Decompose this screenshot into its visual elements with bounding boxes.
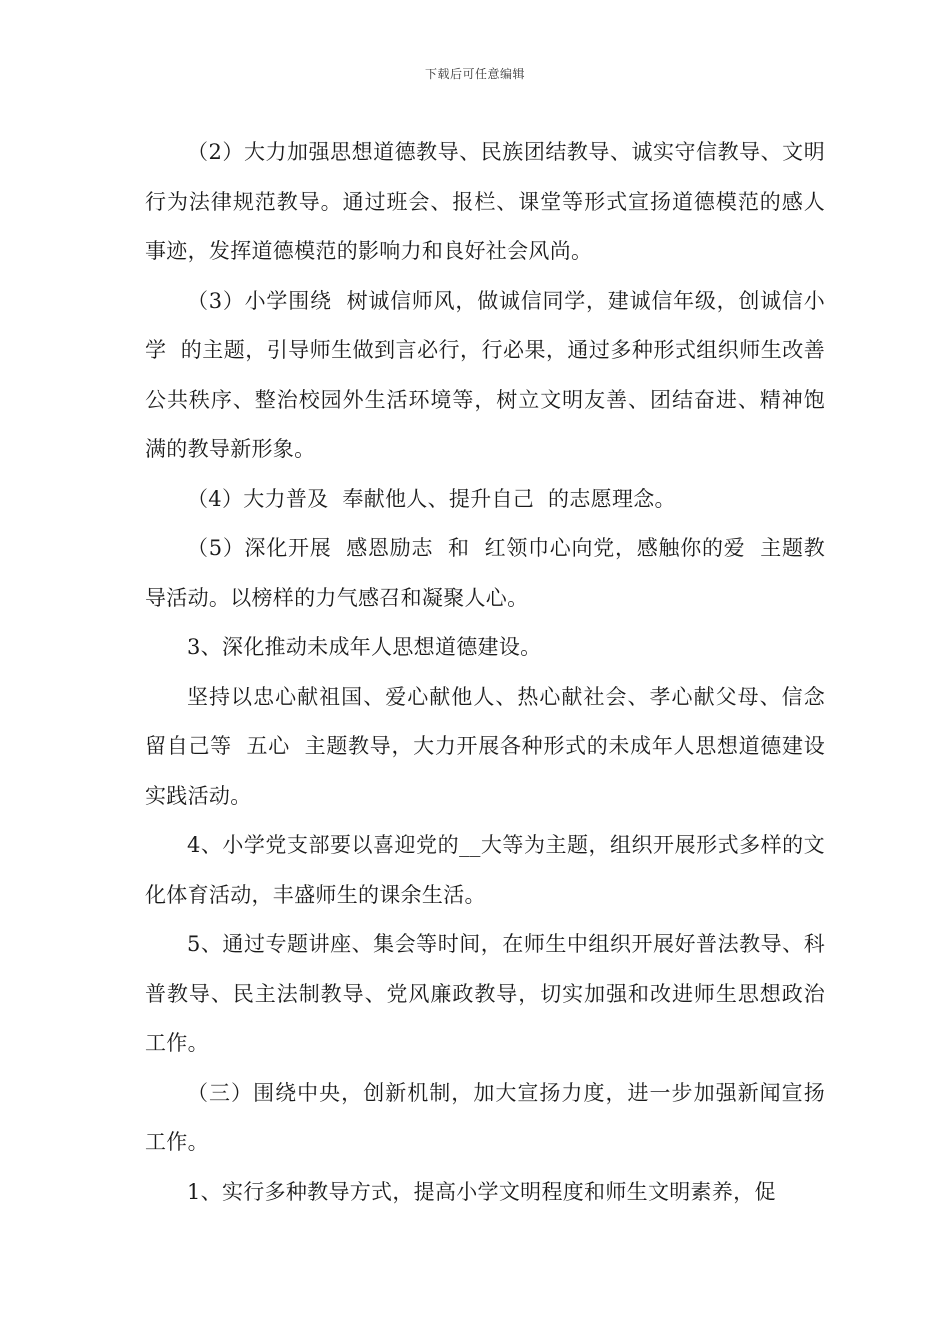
paragraph-volunteer-concept: （4）大力普及 奉献他人、提升自己 的志愿理念。 [187,486,676,511]
paragraph-gratitude-activity: （5）深化开展 感恩励志 和 红领巾心向党，感触你的爱 主题教导活动。以榜样的力气感召和凝聚人心。 [145,536,825,610]
paragraph-party-branch: 4、小学党支部要以喜迎党的__大等为主题，组织开展形式多样的文化体育活动，丰盛师生的课余生活。 [145,833,825,907]
paragraph-education-methods: 1、实行多种教导方式，提高小学文明程度和师生文明素养，促 [187,1179,776,1204]
page-header: 下载后可任意编辑 [424,67,525,81]
paragraph-integrity-theme: （3）小学围绕 树诚信师风，做诚信同学，建诚信年级，创诚信小学 的主题，引导师生做到言必行，行必果，通过多种形式组织师生改善公共秩序、整治校园外生活环境等，树立文明友善、团结奋进、精神饱满的教导新形象。 [145,288,825,461]
document-body [145,128,825,1217]
paragraph-minors-moral-heading: 3、深化推动未成年人思想道德建设。 [187,635,542,659]
paragraph-moral-education: （2）大力加强思想道德教导、民族团结教导、诚实守信教导、文明行为法律规范教导。通过班会、报栏、课堂等形式宣扬道德模范的感人事迹，发挥道德模范的影响力和良好社会风尚。 [145,140,825,263]
paragraph-five-hearts: 坚持以忠心献祖国、爱心献他人、热心献社会、孝心献父母、信念留自己等 五心 主题教导，大力开展各种形式的未成年人思想道德建设实践活动。 [145,684,825,808]
paragraph-lectures: 5、通过专题讲座、集会等时间，在师生中组织开展好普法教导、科普教导、民主法制教导、党风廉政教导，切实加强和改进师生思想政治工作。 [145,932,825,1055]
paragraph-section-three-heading: （三）围绕中央，创新机制，加大宣扬力度，进一步加强新闻宣扬工作。 [145,1080,825,1154]
